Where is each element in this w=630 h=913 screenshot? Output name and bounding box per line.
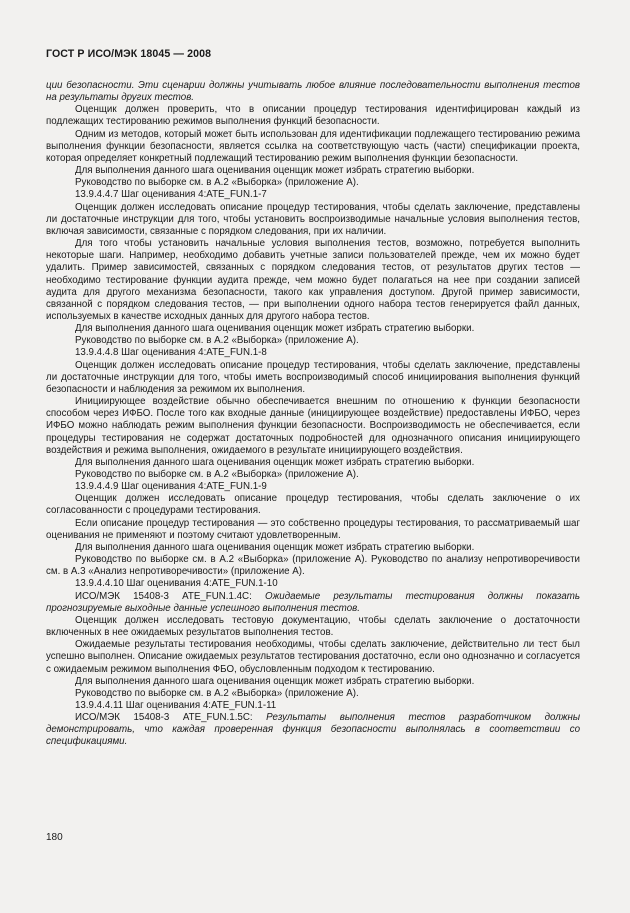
paragraph: Оценщик должен исследовать описание процедур тестирования, чтобы сделать заключение о их согласованности с процедурами тестирования. [46,493,580,517]
paragraph: Для выполнения данного шага оценивания оценщик может избрать стратегию выборки. [75,675,475,687]
section-heading: 13.9.4.4.8 Шаг оценивания 4:ATE_FUN.1-8 [75,347,267,359]
section-heading: 13.9.4.4.10 Шаг оценивания 4:ATE_FUN.1-10 [75,578,278,590]
paragraph: Оценщик должен исследовать описание процедур тестирования, чтобы сделать заключение, представлены ли достаточные инструкции для того, чтобы установить воспроизводимые начальные условия выполнения тестов, включая зависимости, связанные с порядком следования, при их наличии. [46,201,580,237]
paragraph: Руководство по выборке см. в А.2 «Выборка» (приложение А). Руководство по анализу непротиворечивости см. в А.3 «Анализ непротиворечивости» (приложение А). [46,554,580,578]
paragraph: Если описание процедур тестирования — это собственно процедуры тестирования, то рассматриваемый шаг оценивания не применяют и поэтому считают удовлетворенным. [46,517,580,541]
paragraph: Инициирующее воздействие обычно обеспечивается внешним по отношению к функции безопасности способом через ИФБО. После того как входные данные (инициирующее воздействие) предоставлены ИФБО, через ИФБО можно наблюдать режим выполнения функции безопасности. Воспроизводимость не обеспечивается, если процедуры тестирования не содержат достаточных подробностей для однозначного описания инициирующего воздействия и режима выполнения, ожидаемого в результате инициирующего воздействия. [46,396,580,456]
paragraph: Оценщик должен исследовать тестовую документацию, чтобы сделать заключение о достаточности включенных в нее ожидаемых результатов выполнения тестов. [46,614,580,639]
paragraph: Одним из методов, который может быть использован для идентификации подлежащего тестированию режима выполнения функции безопасности, является ссылка на соответствующую часть (части) спецификации проекта, которая определяет конкретный подлежащий тестированию режим выполнения функции безопасности. [46,128,580,164]
paragraph: Руководство по выборке см. в А.2 «Выборка» (приложение А). [75,335,359,347]
page-number: 180 [46,832,63,843]
paragraph: Оценщик должен исследовать описание процедур тестирования, чтобы сделать заключение, представлены ли достаточные инструкции для того, чтобы иметь воспроизводимый способ инициирования выполнения функций безопасности и наблюдения за режимом их выполнения. [46,359,580,395]
paragraph: Для выполнения данного шага оценивания оценщик может избрать стратегию выборки. [75,541,475,553]
requirement-ref: ИСО/МЭК 15408-3 ATE_FUN.1.4C: [75,590,252,602]
section-heading: 13.9.4.4.9 Шаг оценивания 4:ATE_FUN.1-9 [75,481,267,493]
paragraph: Для того чтобы установить начальные условия выполнения тестов, возможно, потребуется выполнить некоторые шаги. Например, необходимо добавить учетные записи пользователей прежде, чем их можно будет удалить. Пример зависимостей, связанных с порядком следования тестов, от результатов других тестов — необходимо тестирование функции аудита прежде, чем можно будет полагаться на нее при создании записей аудита для другого механизма безопасности, такого как управления доступом. Другой пример зависимости, связанной с порядком следования тестов, — при выполнении одного набора тестов генерируется файл данных, используемых в качестве исходных данных для другого набора тестов. [46,238,580,322]
requirement-text: Ожидаемые результаты тестирования должны показать прогнозируемые выходные данные успешного выполнения тестов. [46,590,580,614]
section-heading: 13.9.4.4.11 Шаг оценивания 4:ATE_FUN.1-11 [75,699,277,711]
document-header: ГОСТ Р ИСО/МЭК 18045 — 2008 [46,48,212,60]
paragraph: Руководство по выборке см. в А.2 «Выборка» (приложение А). [75,687,359,699]
paragraph: Для выполнения данного шага оценивания оценщик может избрать стратегию выборки. [75,456,475,468]
requirement-text: Результаты выполнения тестов разработчиком должны демонстрировать, что каждая проверенная функция безопасности выполнялась в соответствии со спецификациями. [46,712,580,748]
paragraph-continuation: ции безопасности. Эти сценарии должны учитывать любое влияние последовательности выполнения тестов на результаты других тестов. [46,80,580,104]
paragraph: Руководство по выборке см. в А.2 «Выборка» (приложение А). [75,177,359,189]
paragraph: Оценщик должен проверить, что в описании процедур тестирования идентифицирован каждый из подлежащих тестированию режимов выполнения функций безопасности. [46,104,580,128]
document-body [46,80,580,749]
paragraph: Для выполнения данного шага оценивания оценщик может избрать стратегию выборки. [75,323,475,335]
requirement-ref: ИСО/МЭК 15408-3 ATE_FUN.1.5C: [75,712,253,724]
section-heading: 13.9.4.4.7 Шаг оценивания 4:ATE_FUN.1-7 [75,189,267,201]
paragraph: Руководство по выборке см. в А.2 «Выборка» (приложение А). [75,469,359,480]
paragraph-requirement [46,591,580,615]
paragraph-requirement [46,712,580,748]
paragraph: Ожидаемые результаты тестирования необходимы, чтобы сделать заключение, действительно ли тест был успешно выполнен. Описание ожидаемых результатов тестирования достаточно, если оно однозначно и согласуется с ожидаемым режимом выполнения ФБО, обусловленным подходом к тестированию. [46,639,580,675]
paragraph: Для выполнения данного шага оценивания оценщик может избрать стратегию выборки. [75,165,475,177]
